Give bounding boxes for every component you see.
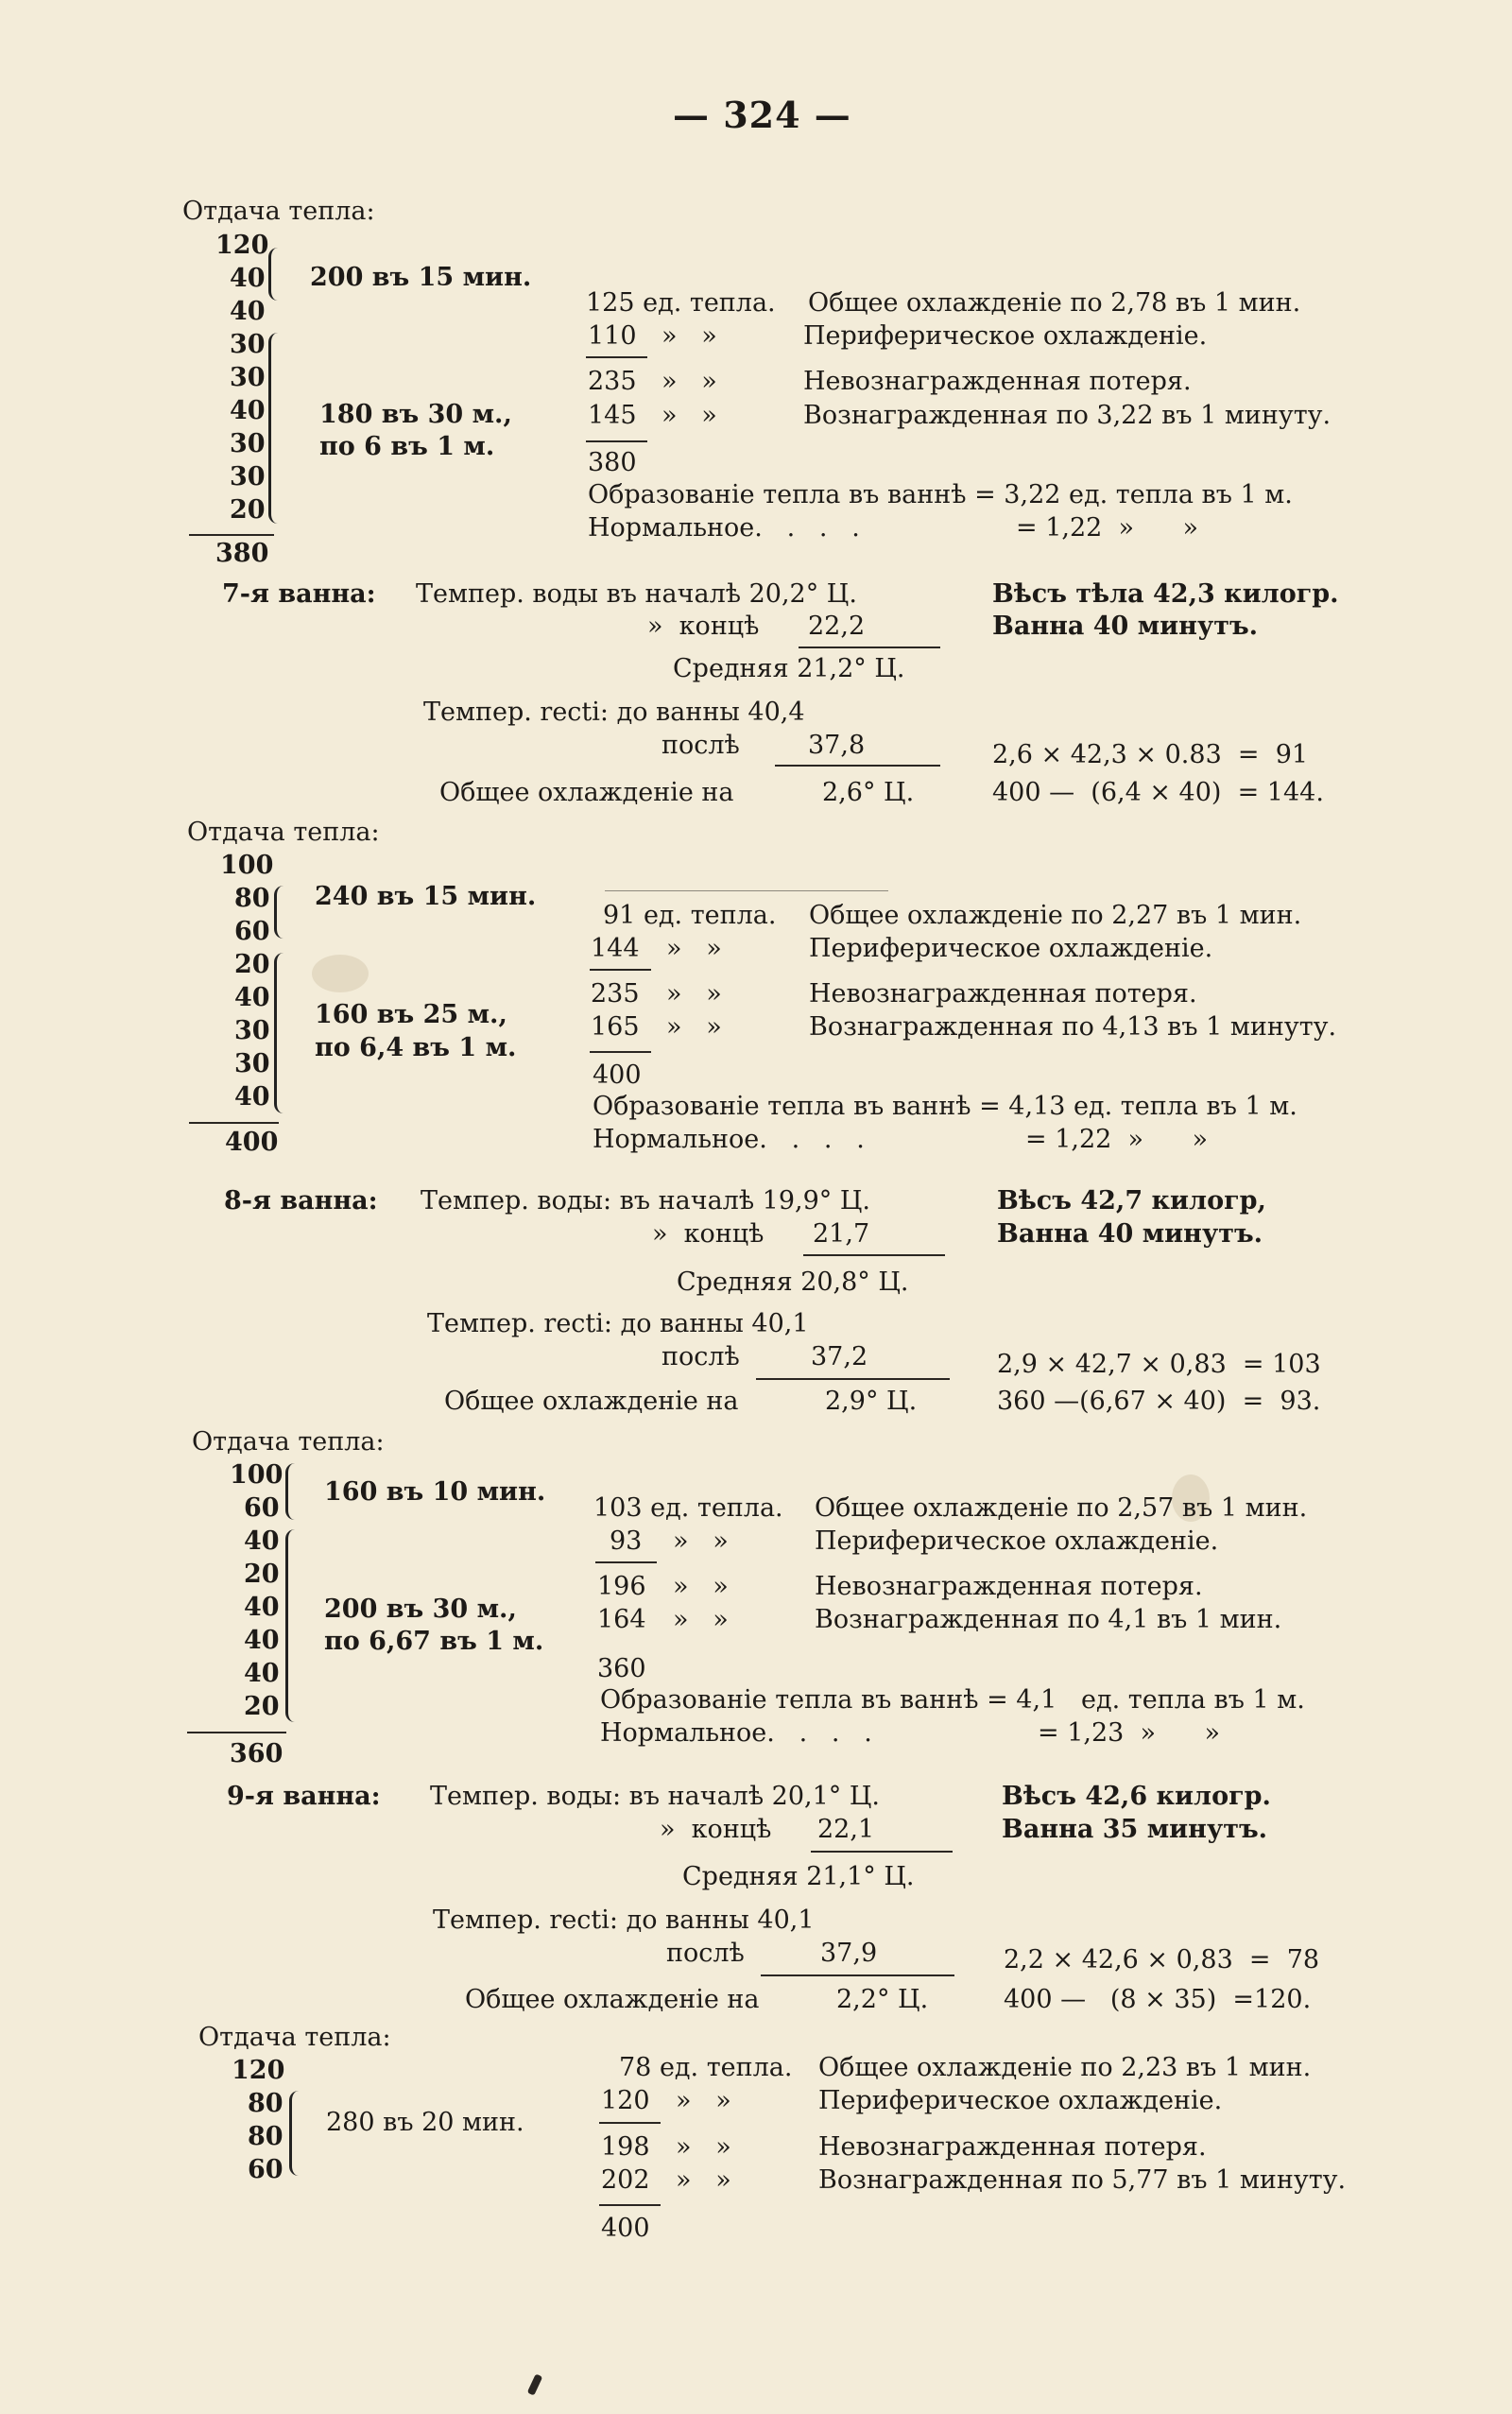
- heat-row-number: 164: [597, 1605, 646, 1634]
- normal-label: Нормальное. . . .: [600, 1718, 872, 1748]
- heat-value: 120: [215, 231, 269, 260]
- rectal-temp-after-value: 37,2: [811, 1342, 868, 1371]
- cooling-calc: 2,6 × 42,3 × 0.83 = 91: [992, 740, 1309, 769]
- heat-row-number: 235: [588, 367, 637, 396]
- water-temp-end-value: 22,2: [808, 612, 866, 641]
- heat-release-label: Отдача тепла:: [198, 2023, 391, 2052]
- group-note: 280 въ 20 мин.: [326, 2108, 524, 2137]
- heat-value: 40: [230, 264, 266, 293]
- bath-heading: 9-я ванна:: [227, 1782, 381, 1811]
- heat-row-text: Периферическое охлажденіе.: [815, 1526, 1219, 1556]
- peripheral-calc: 360 —(6,67 × 40) = 93.: [997, 1387, 1321, 1416]
- total-cooling-value: 2,2° Ц.: [836, 1985, 929, 2014]
- heat-row-text: Невознагражденная потеря.: [809, 979, 1197, 1009]
- heat-total: 380: [215, 539, 269, 568]
- heat-total: 360: [230, 1739, 284, 1768]
- group-note: 180 въ 30 м.,: [319, 400, 512, 429]
- total-cooling-label: Общее охлажденіе на: [465, 1985, 760, 2014]
- heat-row-number: 103 ед. тепла.: [593, 1493, 783, 1523]
- heat-value: 60: [248, 2155, 284, 2184]
- heat-row-text: Общее охлажденіе по 2,23 въ 1 мин.: [818, 2053, 1312, 2082]
- heat-value: 60: [234, 917, 270, 946]
- heat-row-number: 400: [593, 1060, 642, 1090]
- body-weight: Вѣсъ тѣла 42,3 килогр.: [992, 579, 1339, 609]
- heat-value: 80: [234, 884, 270, 913]
- sum-rule: [775, 765, 940, 767]
- heat-row-number: 165: [591, 1012, 640, 1042]
- body-weight: Вѣсъ 42,6 килогр.: [1002, 1782, 1271, 1811]
- heat-value: 100: [220, 851, 274, 880]
- heat-total: 400: [225, 1128, 279, 1157]
- normal-value: = 1,22 » »: [1025, 1125, 1209, 1154]
- heat-formation: Образованіе тепла въ ваннѣ = 4,13 ед. тепла въ 1 м.: [593, 1092, 1297, 1121]
- rectal-temp-before: Темпер. recti: до ванны 40,1: [427, 1309, 809, 1338]
- peripheral-calc: 400 — (6,4 × 40) = 144.: [992, 778, 1324, 807]
- heat-value: 60: [244, 1493, 280, 1523]
- sum-rule: [586, 440, 647, 442]
- rectal-temp-after-label: послѣ: [662, 731, 740, 760]
- rectal-temp-after-label: послѣ: [662, 1342, 740, 1371]
- bath-heading: 8-я ванна:: [224, 1186, 378, 1216]
- sum-rule: [189, 534, 274, 536]
- brace: [268, 248, 281, 301]
- bath-duration: Ванна 40 минутъ.: [997, 1219, 1263, 1249]
- heat-value: 80: [248, 2122, 284, 2151]
- cooling-calc: 2,2 × 42,6 × 0,83 = 78: [1004, 1945, 1320, 1974]
- group-note: 160 въ 25 м.,: [315, 1000, 507, 1029]
- sum-rule: [586, 356, 647, 358]
- sum-rule: [590, 969, 651, 971]
- heat-value: 120: [232, 2056, 285, 2085]
- heat-release-label: Отдача тепла:: [187, 818, 380, 847]
- brace: [274, 886, 286, 939]
- sum-rule: [590, 1051, 651, 1053]
- sum-rule: [187, 1732, 286, 1733]
- water-temp-end-label: » концѣ: [647, 612, 760, 641]
- normal-label: Нормальное. . . .: [593, 1125, 865, 1154]
- brace: [285, 1529, 298, 1722]
- sum-rule: [811, 1851, 953, 1853]
- heat-release-label: Отдача тепла:: [192, 1427, 385, 1457]
- ditto-marks: » »: [676, 2132, 731, 2162]
- heat-row-text: Вознагражденная по 3,22 въ 1 минуту.: [803, 401, 1332, 430]
- heat-row-number: 380: [588, 448, 637, 477]
- heat-row-number: 400: [601, 2214, 650, 2243]
- normal-value: = 1,22 » »: [1016, 513, 1199, 543]
- heat-value: 40: [230, 297, 266, 326]
- water-temp-end-value: 22,1: [817, 1815, 875, 1844]
- mean-temp: Средняя 21,1° Ц.: [682, 1862, 915, 1891]
- heat-formation: Образованіе тепла въ ваннѣ = 4,1 ед. тепла въ 1 м.: [600, 1685, 1305, 1715]
- total-cooling-value: 2,9° Ц.: [825, 1387, 918, 1416]
- heat-value: 40: [244, 1626, 280, 1655]
- heat-row-number: 145: [588, 401, 637, 430]
- rectal-temp-before: Темпер. recti: до ванны 40,1: [433, 1905, 815, 1935]
- heat-row-number: 110: [588, 321, 637, 351]
- heat-row-text: Общее охлажденіе по 2,78 въ 1 мин.: [808, 288, 1301, 318]
- normal-label: Нормальное. . . .: [588, 513, 860, 543]
- total-cooling-label: Общее охлажденіе на: [439, 778, 734, 807]
- bath-duration: Ванна 40 минутъ.: [992, 612, 1259, 641]
- paper-stain: [312, 955, 369, 992]
- water-temp-start: Темпер. воды: въ началѣ 20,1° Ц.: [430, 1782, 881, 1811]
- heat-formation: Образованіе тепла въ ваннѣ = 3,22 ед. тепла въ 1 м.: [588, 480, 1293, 509]
- faint-rule: [605, 890, 888, 891]
- brace: [289, 2091, 301, 2176]
- heat-value: 80: [248, 2089, 284, 2118]
- ditto-marks: » »: [676, 2086, 731, 2115]
- heat-row-number: 144: [591, 934, 640, 963]
- sum-rule: [803, 1254, 945, 1256]
- ditto-marks: » »: [673, 1572, 729, 1601]
- ink-mark: [527, 2373, 543, 2395]
- heat-value: 40: [230, 396, 266, 425]
- water-temp-end-value: 21,7: [813, 1219, 870, 1249]
- heat-value: 20: [244, 1692, 280, 1721]
- total-cooling-value: 2,6° Ц.: [822, 778, 915, 807]
- ditto-marks: » »: [666, 1012, 722, 1042]
- heat-value: 30: [234, 1049, 270, 1078]
- rectal-temp-before: Темпер. recti: до ванны 40,4: [423, 698, 805, 727]
- group-note: 200 въ 30 м.,: [324, 1595, 517, 1624]
- total-cooling-label: Общее охлажденіе на: [444, 1387, 739, 1416]
- sum-rule: [599, 2204, 661, 2206]
- heat-value: 20: [230, 495, 266, 525]
- group-note: по 6 въ 1 м.: [319, 432, 495, 461]
- heat-row-text: Невознагражденная потеря.: [803, 367, 1192, 396]
- heat-row-text: Общее охлажденіе по 2,57 въ 1 мин.: [815, 1493, 1308, 1523]
- sum-rule: [189, 1122, 279, 1124]
- heat-row-number: 78 ед. тепла.: [619, 2053, 793, 2082]
- heat-row-number: 196: [597, 1572, 646, 1601]
- water-temp-start: Темпер. воды въ началѣ 20,2° Ц.: [416, 579, 857, 609]
- heat-value: 30: [234, 1016, 270, 1045]
- heat-row-number: 235: [591, 979, 640, 1009]
- bath-heading: 7-я ванна:: [222, 579, 376, 609]
- heat-value: 20: [234, 950, 270, 979]
- sum-rule: [599, 2122, 661, 2124]
- brace: [268, 333, 281, 524]
- heat-row-text: Общее охлажденіе по 2,27 въ 1 мин.: [809, 901, 1302, 930]
- group-note: по 6,67 въ 1 м.: [324, 1627, 544, 1656]
- rectal-temp-after-value: 37,8: [808, 731, 866, 760]
- group-note: по 6,4 въ 1 м.: [315, 1033, 517, 1062]
- cooling-calc: 2,9 × 42,7 × 0,83 = 103: [997, 1350, 1321, 1379]
- heat-row-text: Невознагражденная потеря.: [815, 1572, 1203, 1601]
- heat-value: 40: [244, 1659, 280, 1688]
- heat-value: 30: [230, 429, 266, 458]
- ditto-marks: » »: [662, 321, 717, 351]
- water-temp-end-label: » концѣ: [652, 1219, 765, 1249]
- heat-row-number: 91 ед. тепла.: [603, 901, 777, 930]
- heat-row-text: Периферическое охлажденіе.: [818, 2086, 1223, 2115]
- heat-row-text: Вознагражденная по 4,1 въ 1 мин.: [815, 1605, 1282, 1634]
- sum-rule: [799, 647, 940, 648]
- water-temp-end-label: » концѣ: [660, 1815, 772, 1844]
- group-note: 200 въ 15 мин.: [310, 263, 532, 292]
- heat-row-number: 120: [601, 2086, 650, 2115]
- ditto-marks: » »: [666, 934, 722, 963]
- heat-value: 40: [234, 983, 270, 1012]
- heat-value: 30: [230, 363, 266, 392]
- peripheral-calc: 400 — (8 × 35) =120.: [1004, 1985, 1312, 2014]
- ditto-marks: » »: [676, 2165, 731, 2195]
- ditto-marks: » »: [662, 367, 717, 396]
- page-number: — 324 —: [673, 94, 851, 136]
- heat-value: 20: [244, 1560, 280, 1589]
- heat-row-text: Вознагражденная по 5,77 въ 1 минуту.: [818, 2165, 1347, 2195]
- normal-value: = 1,23 » »: [1038, 1718, 1221, 1748]
- heat-release-label: Отдача тепла:: [182, 197, 375, 226]
- heat-row-text: Вознагражденная по 4,13 въ 1 минуту.: [809, 1012, 1337, 1042]
- rectal-temp-after-label: послѣ: [666, 1939, 745, 1968]
- ditto-marks: » »: [662, 401, 717, 430]
- body-weight: Вѣсъ 42,7 килогр,: [997, 1186, 1266, 1216]
- sum-rule: [756, 1378, 950, 1380]
- rectal-temp-after-value: 37,9: [820, 1939, 878, 1968]
- heat-value: 40: [244, 1593, 280, 1622]
- heat-value: 100: [230, 1460, 284, 1490]
- heat-row-text: Периферическое охлажденіе.: [809, 934, 1213, 963]
- bath-duration: Ванна 35 минутъ.: [1002, 1815, 1268, 1844]
- heat-row-number: 93: [610, 1526, 643, 1556]
- water-temp-start: Темпер. воды: въ началѣ 19,9° Ц.: [421, 1186, 871, 1216]
- heat-row-number: 125 ед. тепла.: [586, 288, 776, 318]
- heat-row-number: 198: [601, 2132, 650, 2162]
- heat-row-text: Невознагражденная потеря.: [818, 2132, 1207, 2162]
- heat-value: 40: [234, 1082, 270, 1112]
- heat-value: 30: [230, 462, 266, 491]
- sum-rule: [595, 1561, 657, 1563]
- mean-temp: Средняя 21,2° Ц.: [673, 654, 905, 683]
- heat-value: 30: [230, 330, 266, 359]
- group-note: 240 въ 15 мин.: [315, 882, 537, 911]
- ditto-marks: » »: [673, 1526, 729, 1556]
- group-note: 160 въ 10 мин.: [324, 1477, 546, 1507]
- heat-row-number: 360: [597, 1654, 646, 1683]
- heat-row-number: 202: [601, 2165, 650, 2195]
- brace: [285, 1463, 298, 1520]
- sum-rule: [761, 1974, 954, 1976]
- heat-row-text: Периферическое охлажденіе.: [803, 321, 1208, 351]
- mean-temp: Средняя 20,8° Ц.: [677, 1267, 909, 1297]
- ditto-marks: » »: [666, 979, 722, 1009]
- brace: [274, 953, 286, 1113]
- ditto-marks: » »: [673, 1605, 729, 1634]
- heat-value: 40: [244, 1526, 280, 1556]
